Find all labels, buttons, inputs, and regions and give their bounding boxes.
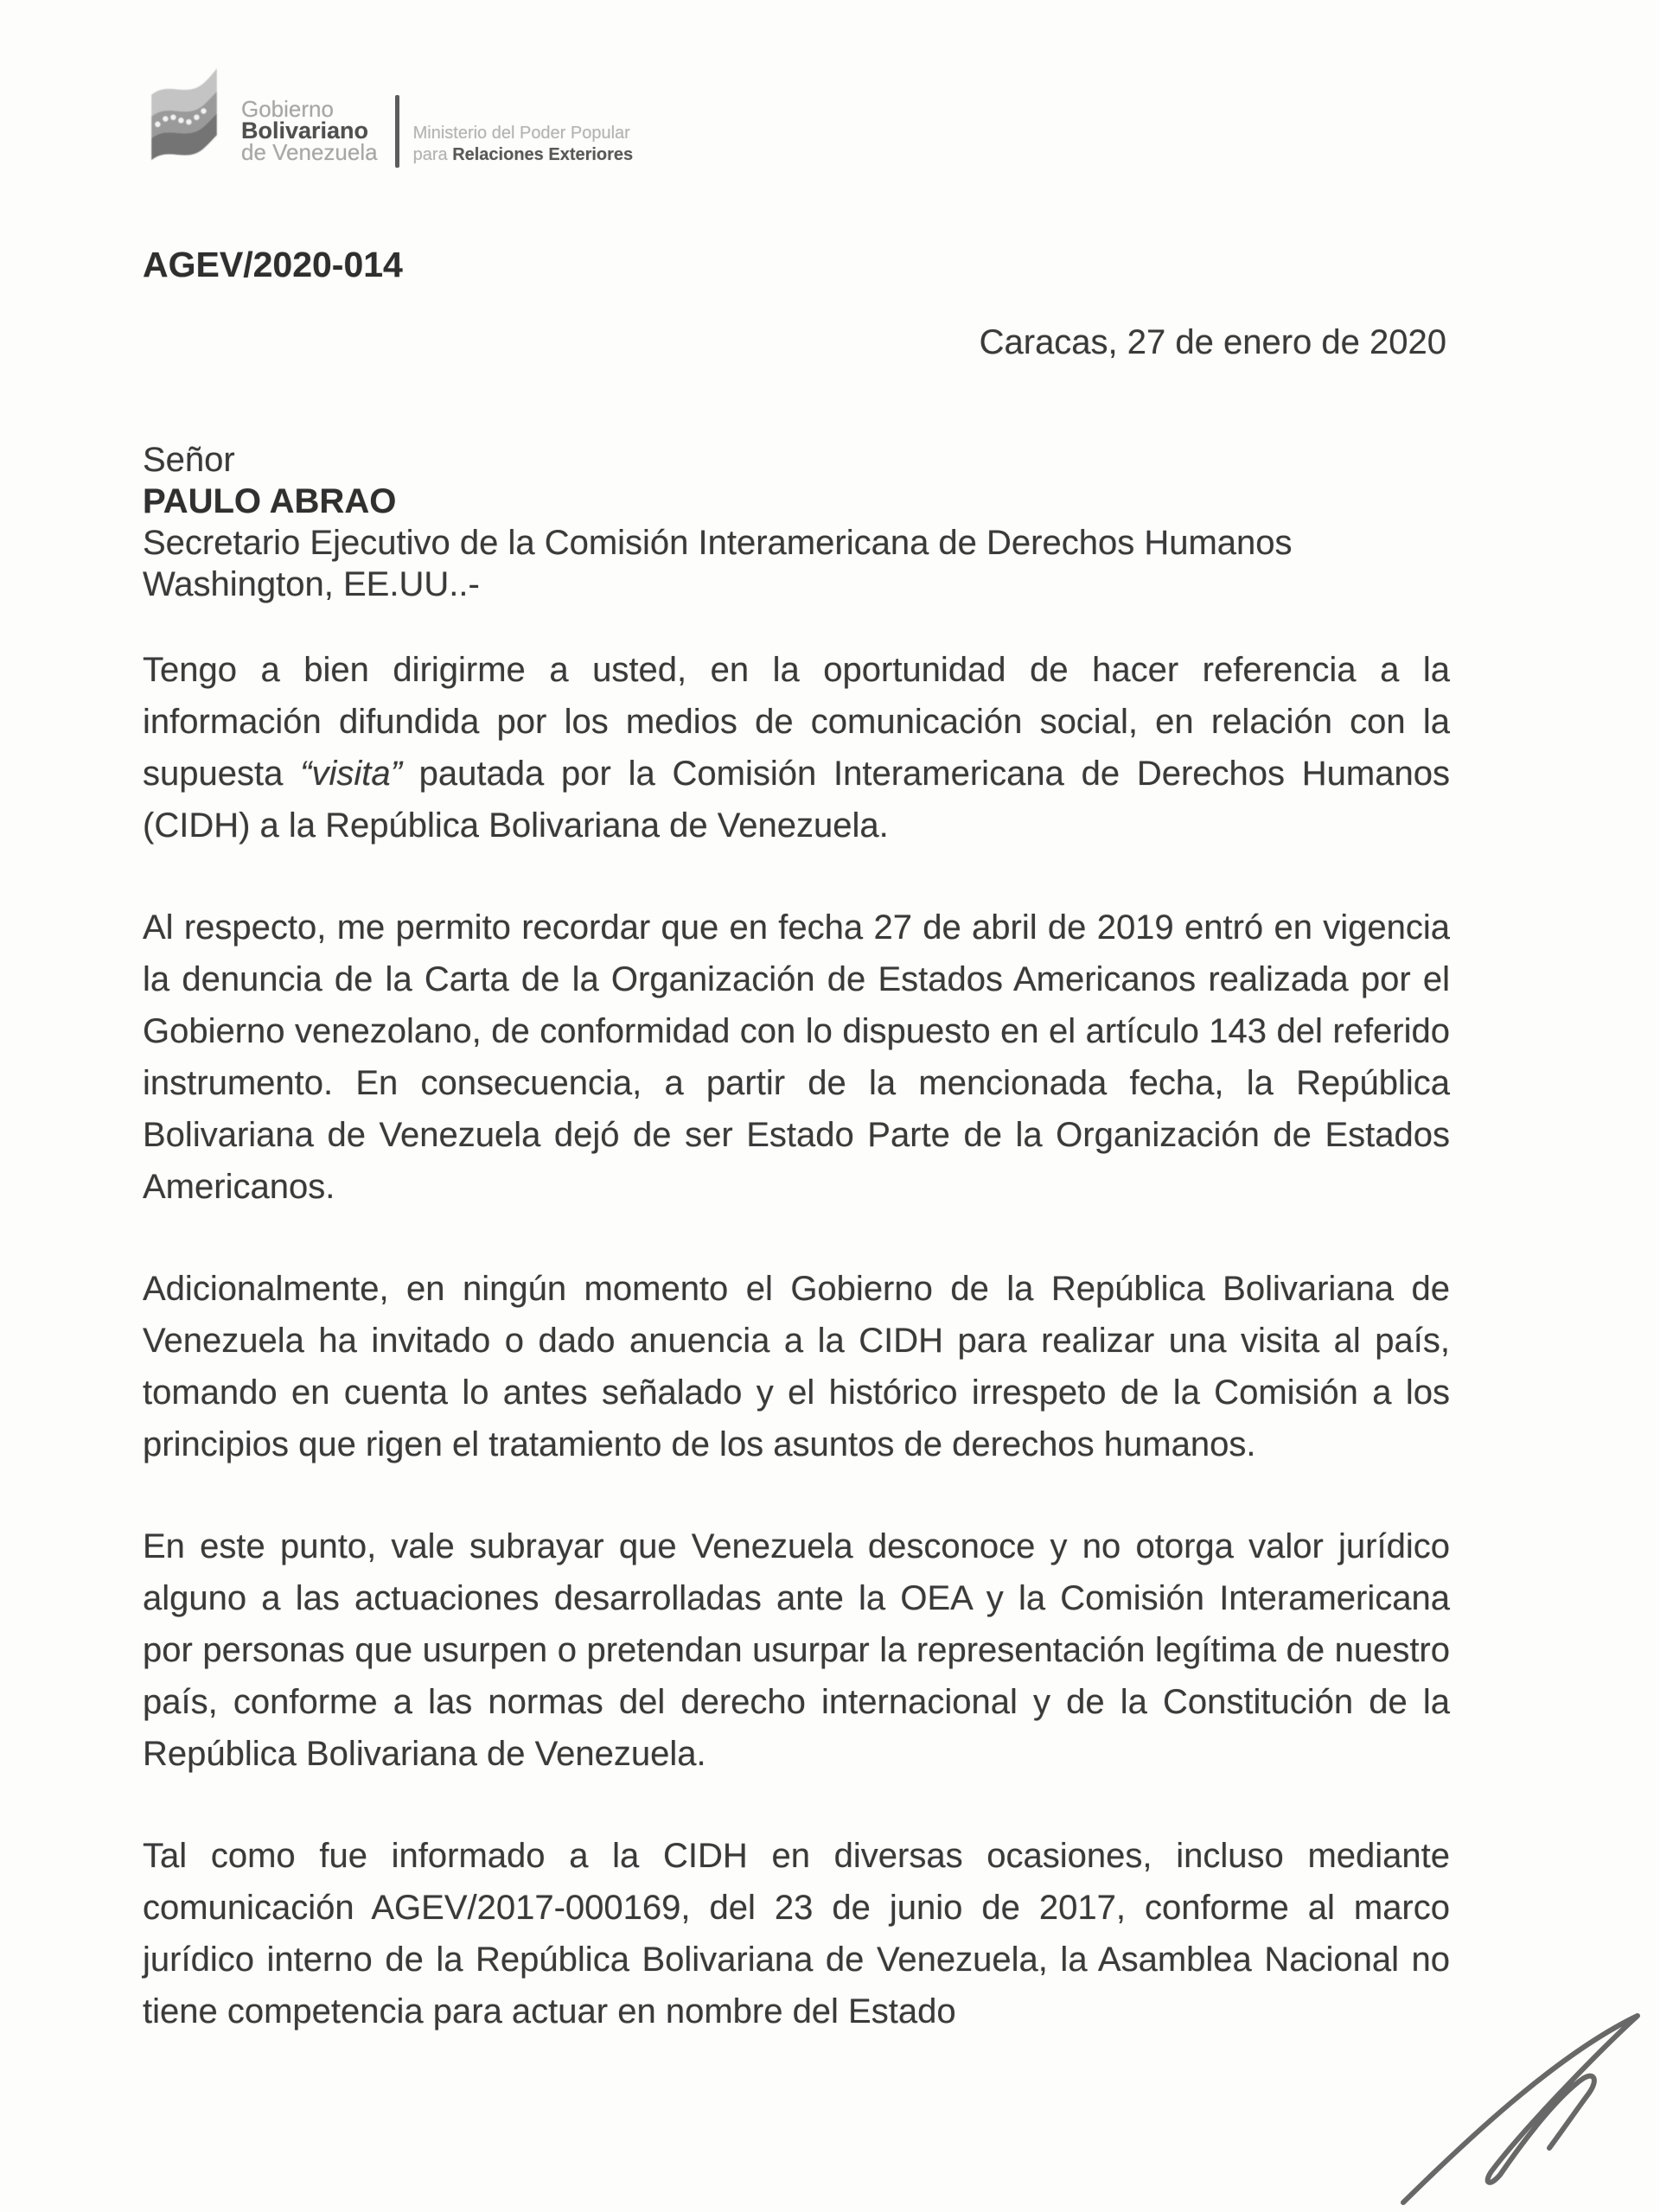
recipient-salutation: Señor: [143, 441, 235, 479]
logo-line-de-venezuela: de Venezuela: [241, 139, 378, 165]
paragraph-3: Adicionalmente, en ningún momento el Gobierno de la República Bolivariana de Venezuela ha invitado o dado anuencia a la CIDH para realizar una visita al país, tomando en cuenta lo antes señalado y el histórico irrespeto de la Comisión a los principios que rigen el tratamiento de los asuntos de derechos humanos.: [143, 1270, 1450, 1463]
dateline: Caracas, 27 de enero de 2020: [979, 323, 1446, 361]
recipient-title: Secretario Ejecutivo de la Comisión Interamericana de Derechos Humanos: [143, 524, 1293, 562]
paragraph-2: Al respecto, me permito recordar que en fecha 27 de abril de 2019 entró en vigencia la denuncia de la Carta de la Organización de Estados Americanos realizada por el Gobierno venezolano, de conformidad con lo dispuesto en el artículo 143 del referido instrumento. En consecuencia, a partir de la mencionada fecha, la República Bolivariana de Venezuela dejó de ser Estado Parte de la Organización de Estados Americanos.: [143, 908, 1450, 1206]
recipient-location: Washington, EE.UU..-: [143, 565, 480, 603]
ministry-line2-prefix: para: [412, 145, 453, 164]
paragraph-5: Tal como fue informado a la CIDH en diversas ocasiones, incluso mediante comunicación AGEV/2017-000169, del 23 de junio de 2017, conforme al marco jurídico interno de la República Bolivariana de Venezuela, la Asamblea Nacional no tiene competencia para actuar en nombre del Estado: [143, 1837, 1450, 2030]
logo-line-gobierno: Gobierno: [241, 96, 334, 122]
handwritten-paraph-icon: [1377, 2002, 1660, 2212]
recipient-block: [143, 439, 1293, 605]
government-logo-text: [241, 61, 378, 163]
paragraph-1-visita-italic: “visita”: [300, 755, 402, 793]
venezuela-flag-icon: [141, 61, 227, 169]
letterhead: [141, 61, 633, 169]
ministry-line1: Ministerio del Poder Popular: [412, 124, 630, 143]
letter-body: [143, 644, 1450, 2088]
ministry-line2-bold: Relaciones Exteriores: [452, 145, 634, 164]
reference-number: AGEV/2020-014: [143, 245, 403, 284]
paragraph-1-text-b: pautada por la Comisión Interamericana de Derechos Humanos (CIDH) a la República Bolivariana de Venezuela.: [143, 755, 1450, 845]
recipient-name: PAULO ABRAO: [143, 482, 397, 520]
paragraph-1-text-a: Tengo a bien dirigirme a usted, en la oportunidad de hacer referencia a la información difundida por los medios de comunicación social, en relación con la supuesta: [143, 651, 1450, 793]
paragraph-1: [143, 644, 1450, 851]
ministry-line2: [413, 144, 634, 166]
ministry-block: [413, 61, 634, 166]
paragraph-4: En este punto, vale subrayar que Venezuela desconoce y no otorga valor jurídico alguno a las actuaciones desarrolladas ante la OEA y la Comisión Interamericana por personas que usurpen o pretendan usurpar la representación legítima de nuestro país, conforme a las normas del derecho internacional y de la Constitución de la República Bolivariana de Venezuela.: [143, 1527, 1450, 1773]
logo-line-bolivariano: Bolivariano: [241, 118, 369, 143]
letterhead-divider: [395, 95, 399, 168]
